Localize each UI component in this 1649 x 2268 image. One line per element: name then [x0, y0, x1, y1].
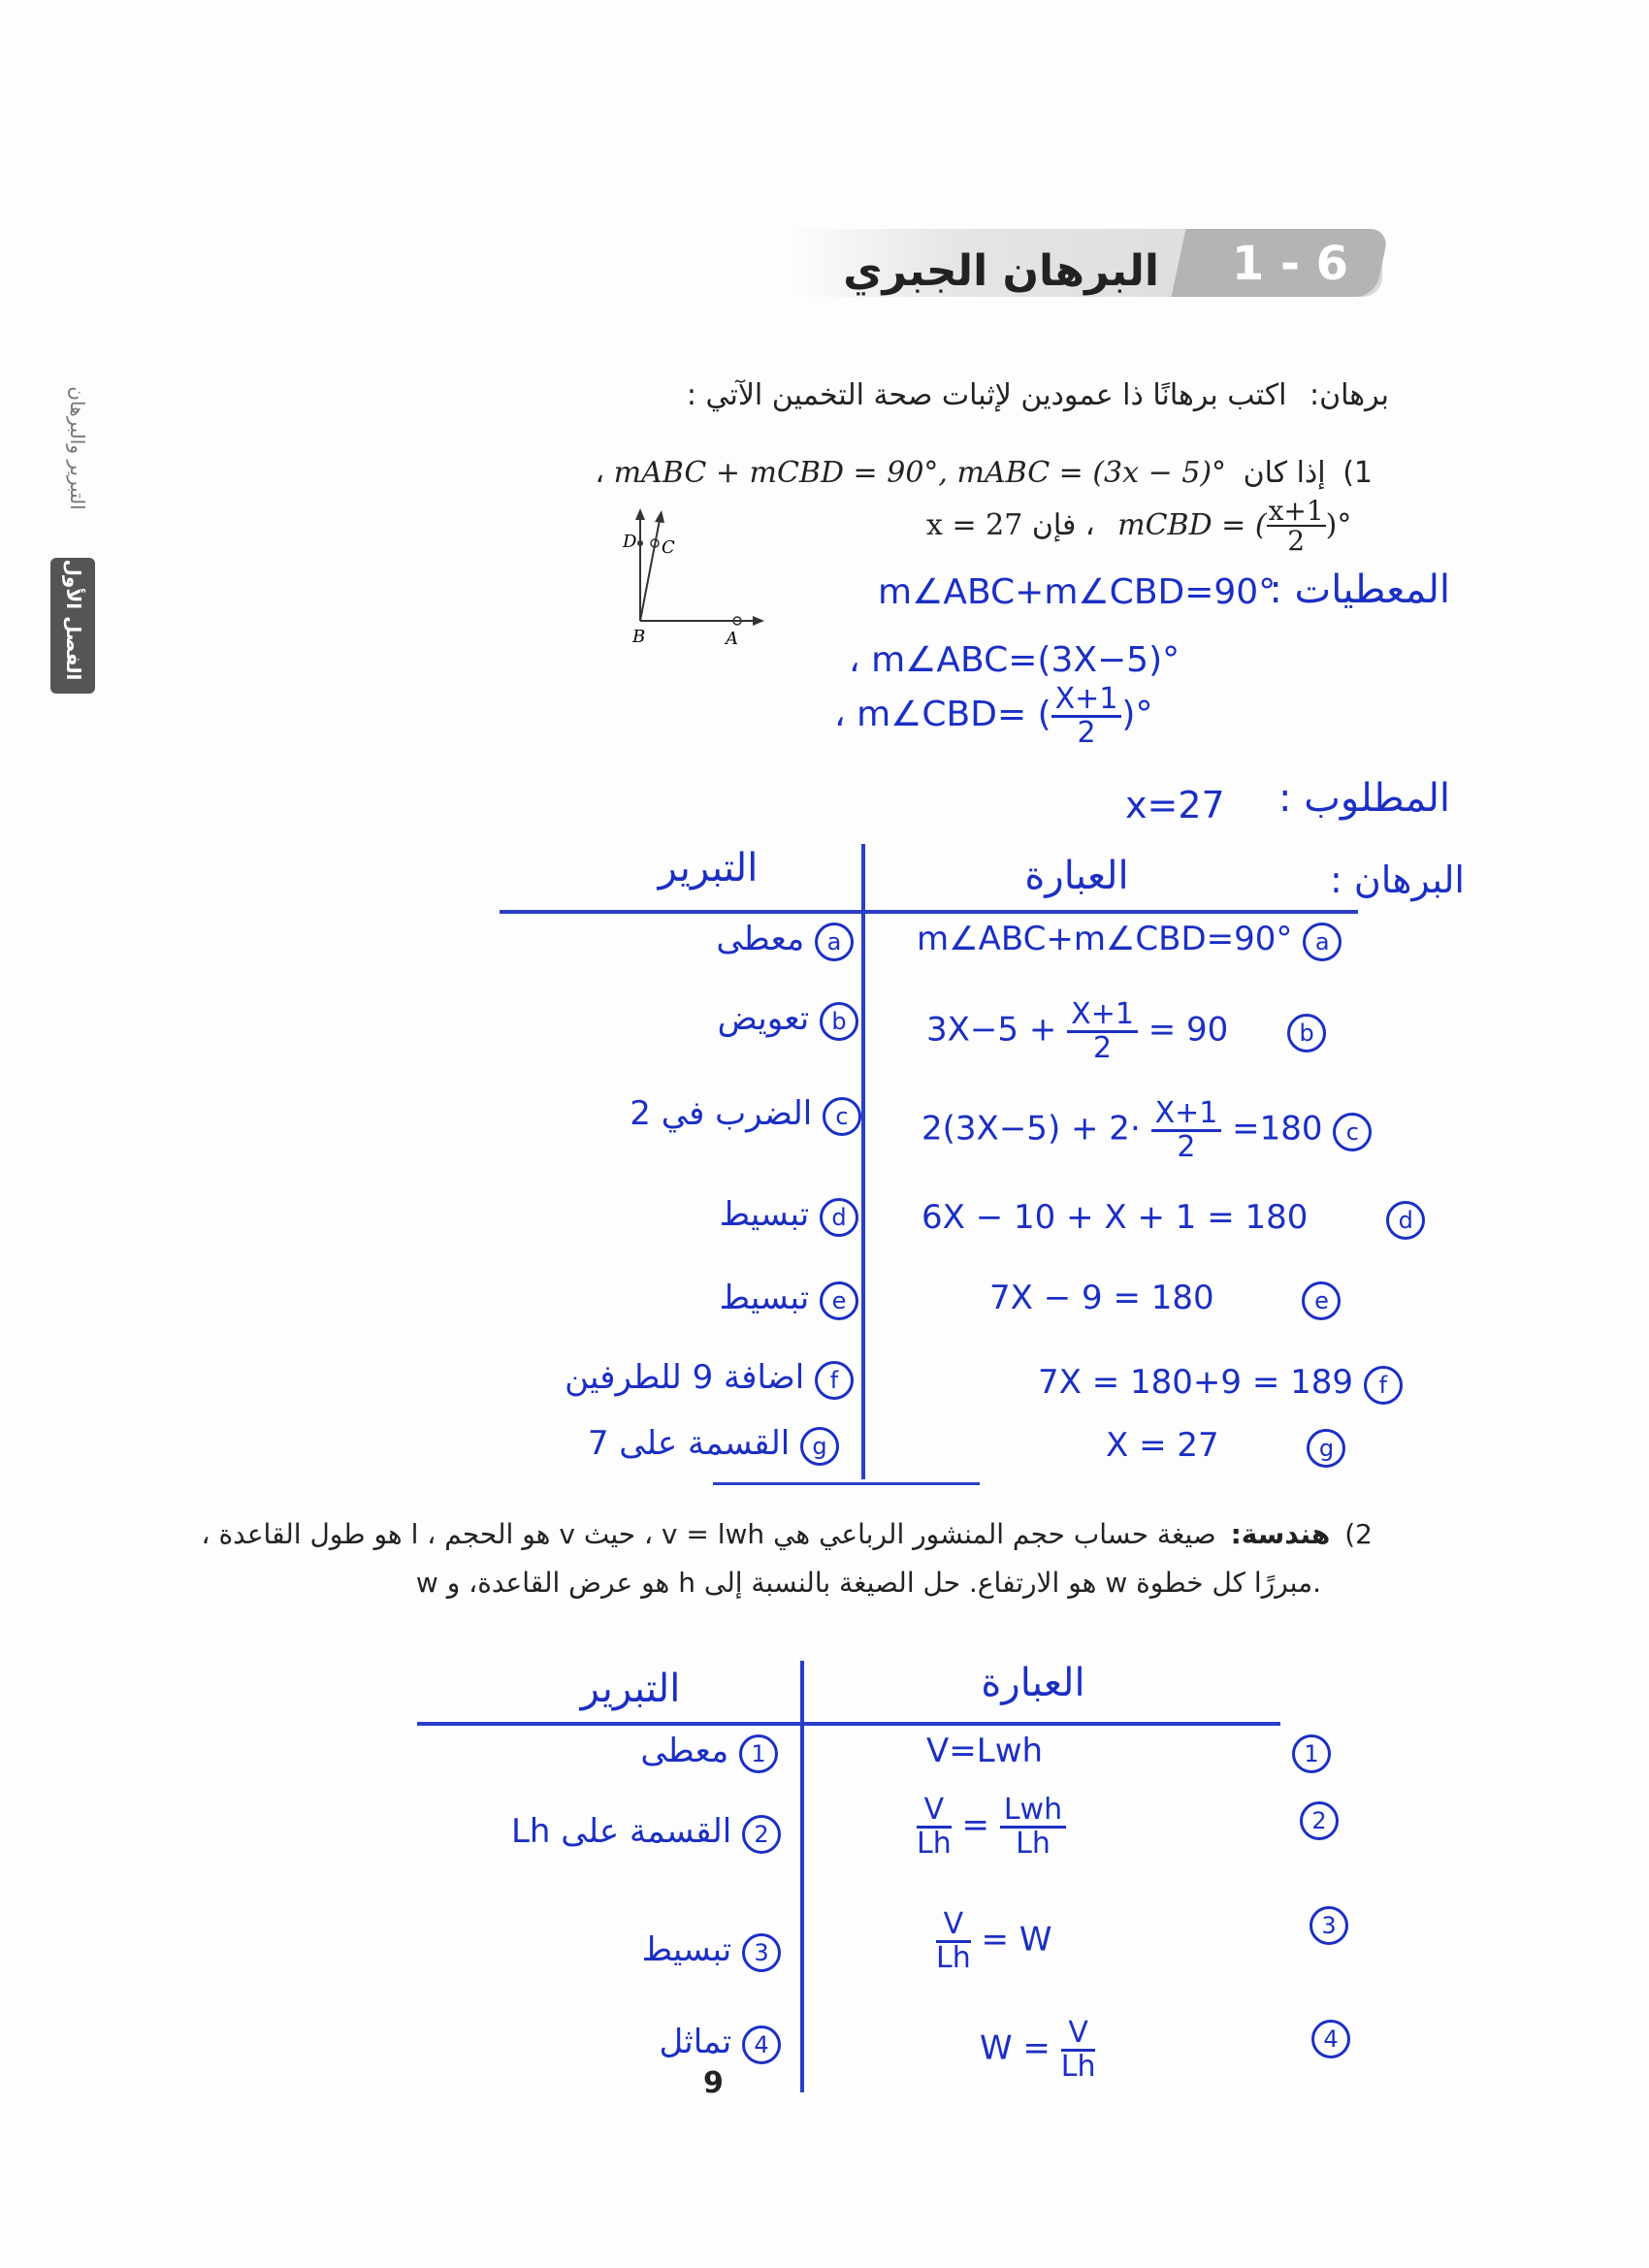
- required-label: المطلوب :: [1278, 776, 1450, 821]
- lesson-number: 1 - 6: [1231, 237, 1349, 291]
- table1-row-g-statement: X = 27 g: [1106, 1426, 1345, 1468]
- problem2-line1: [202, 1518, 1373, 1550]
- lesson-title: البرهان الجبري: [843, 246, 1159, 296]
- angle-figure: [611, 504, 776, 650]
- table2-divider: [800, 1661, 804, 2092]
- if-text: إذا كان: [1243, 456, 1326, 490]
- table2-header-line: [417, 1722, 1280, 1726]
- problem2-number: 2): [1344, 1518, 1373, 1550]
- proof-instruction: اكتب برهانًا ذا عمودين لإثبات صحة التخمين الآتي :: [686, 378, 1287, 412]
- problem1-line1: 1) إذا كان mABC + mCBD = 90°, mABC = (3x − 5)° ،: [595, 456, 1373, 490]
- table2-row-3-reason: 3 تبسيط: [642, 1930, 781, 1972]
- problem1-number: 1): [1342, 456, 1373, 490]
- side-tab: [50, 558, 95, 694]
- problem1-line2: [926, 497, 1351, 556]
- table1-row-f-statement: 7X = 180+9 = 189 f: [1038, 1363, 1403, 1405]
- table2-row-2-reason: 2 القسمة على Lh: [511, 1812, 781, 1854]
- table1-divider: [861, 844, 865, 1479]
- problem1-heading: [687, 378, 1389, 412]
- problem1-expr2-post: )°: [1325, 507, 1352, 542]
- table2-row-2-statement: $\frac{V}{Lh}$ = $\frac{\text{Lwh}}{Lh}$: [917, 1795, 1066, 1859]
- table2-row-1-mark: 1: [1292, 1734, 1331, 1773]
- figure-label-c: C: [662, 537, 675, 558]
- figure-label-d: D: [623, 532, 637, 552]
- problem2-text1: صيغة حساب حجم المنشور الرباعي هي v = lwh ، حيث v هو الحجم ، l هو طول القاعدة ،: [201, 1518, 1216, 1550]
- given-2: ، m∠ABC=(3X−5)°: [849, 640, 1180, 680]
- problem1-expr2-frac: $\frac{x+1}{2}$: [1268, 495, 1324, 558]
- table2-row-1-reason: 1 معطى: [640, 1732, 778, 1773]
- table1-col-statement: العبارة: [1024, 854, 1129, 898]
- given-label: المعطيات :: [1269, 567, 1450, 612]
- table1-col-reason: التبرير: [658, 846, 759, 891]
- problem1-then: ، فإن x = 27: [926, 507, 1095, 542]
- proof-label-hw: البرهان :: [1330, 859, 1465, 901]
- proof-label: برهان:: [1309, 378, 1389, 412]
- table2-row-3-statement: $\frac{V}{Lh}$ = W: [936, 1907, 1052, 1975]
- table1-bottom-line: [713, 1482, 980, 1485]
- table2-row-4-statement: W = $\frac{V}{Lh}$: [980, 2016, 1096, 2084]
- table2-col-statement: العبارة: [981, 1661, 1085, 1705]
- table2-row-1-statement: V=Lwh: [926, 1732, 1044, 1770]
- table2-row-2-mark: 2: [1300, 1801, 1339, 1840]
- side-tab-chapter: الفصل الأول: [62, 559, 85, 681]
- table1-row-d-statement: 6X − 10 + X + 1 = 180 d: [922, 1198, 1425, 1240]
- table1-row-e-statement: 7X − 9 = 180 e: [989, 1279, 1341, 1320]
- table1-row-g-reason: g القسمة على 7: [588, 1424, 839, 1466]
- side-subtitle: التبرير والبرهان: [66, 386, 89, 510]
- table1-row-c-reason: c الضرب في 2: [630, 1094, 861, 1136]
- table1-row-b-statement: 3X−5 + $\frac{X+1}{2}$ = 90 b: [926, 999, 1326, 1063]
- given-1: m∠ABC+m∠CBD=90°: [878, 572, 1277, 612]
- problem1-expr2-pre: mCBD = (: [1117, 507, 1267, 542]
- problem1-expr1: mABC + mCBD = 90°, mABC = (3x − 5)°: [613, 456, 1227, 490]
- problem2-label: هندسة:: [1230, 1518, 1331, 1550]
- table1-row-b-reason: b تعويض: [718, 999, 858, 1041]
- figure-label-b: B: [632, 627, 646, 647]
- table1-row-f-reason: f اضافة 9 للطرفين: [565, 1358, 854, 1400]
- table1-row-d-reason: d تبسيط: [720, 1195, 858, 1237]
- figure-label-a: A: [726, 629, 738, 649]
- problem2-line2: w هو عرض القاعدة، و h هو الارتفاع. حل الصيغة بالنسبة إلى w مبررًا كل خطوة.: [415, 1567, 1321, 1599]
- table1-header-line: [500, 910, 1358, 914]
- table2-row-3-mark: 3: [1310, 1906, 1348, 1945]
- table2-row-4-mark: 4: [1311, 2020, 1350, 2058]
- table1-row-e-reason: e تبسيط: [720, 1279, 858, 1320]
- table2-col-reason: التبرير: [580, 1667, 681, 1711]
- table2-row-4-reason: 4 تماثل: [659, 2023, 781, 2064]
- table1-row-a-statement: m∠ABC+m∠CBD=90° a: [917, 920, 1342, 961]
- page-number: 9: [703, 2066, 724, 2100]
- required-value: x=27: [1125, 784, 1225, 826]
- given-3: ، m∠CBD= ( $\frac{X+1}{2}$ )°: [834, 682, 1153, 750]
- table1-row-a-reason: a معطى: [716, 920, 854, 961]
- table1-row-c-statement: 2(3X−5) + 2· $\frac{X+1}{2}$ =180 c: [922, 1098, 1372, 1162]
